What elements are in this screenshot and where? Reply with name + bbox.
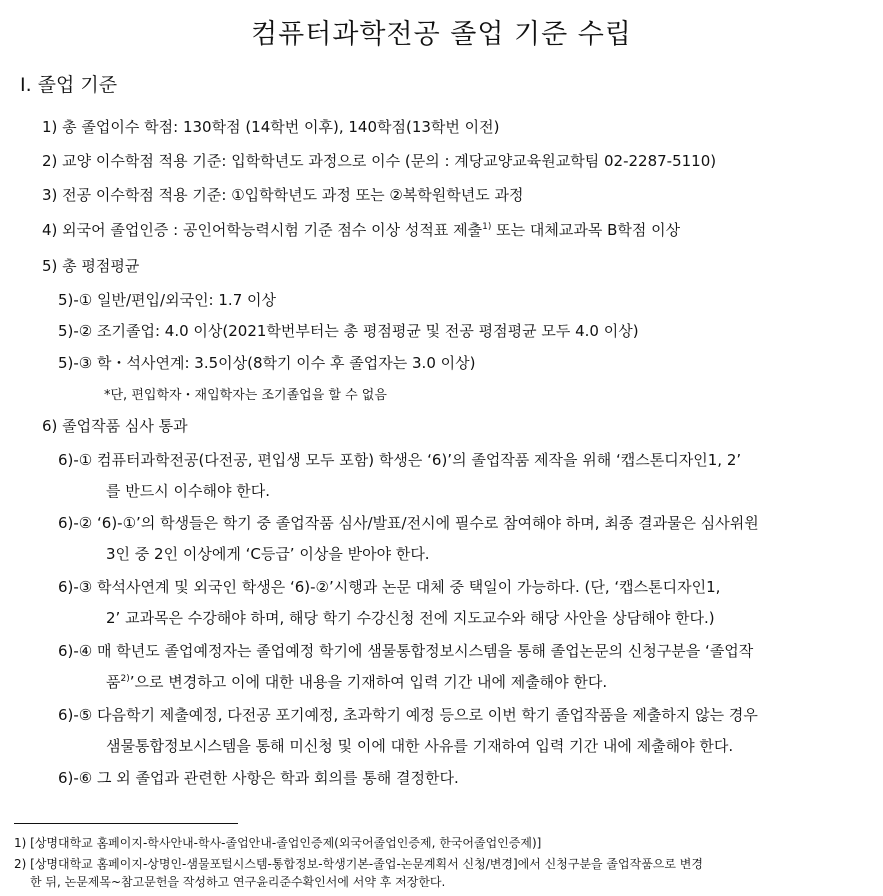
item-6: 6) 졸업작품 심사 통과 [42,417,188,435]
footnote-ref-2: 2) [120,674,130,684]
item-2: 2) 교양 이수학점 적용 기준: 입학학년도 과정으로 이수 (문의 : 계당교양교육원교학팀 02-2287-5110) [42,152,717,170]
item-6-2-line2: 3인 중 2인 이상에게 ‘C등급’ 이상을 받아야 한다. [106,545,430,563]
footnote-2-line2: 한 뒤, 논문제목~참고문헌을 작성하고 연구윤리준수확인서에 서약 후 저장한다. [30,875,446,889]
item-5-note: *단, 편입학자・재입학자는 조기졸업을 할 수 없음 [104,388,387,403]
item-6-3-line1: 6)-③ 학석사연계 및 외국인 학생은 ‘6)-②’시행과 논문 대체 중 택일이 가능하다. (단, ‘캡스톤디자인1, [58,578,721,596]
item-5-3: 5)-③ 학・석사연계: 3.5이상(8학기 이수 후 졸업자는 3.0 이상) [58,354,476,372]
item-6-4-text: 품 [106,673,121,691]
item-6-5-line2: 샘물통합정보시스템을 통해 미신청 및 이에 대한 사유를 기재하여 입력 기간 내에 제출해야 한다. [106,737,734,755]
item-6-4-line1: 6)-④ 매 학년도 졸업예정자는 졸업예정 학기에 샘물통합정보시스템을 통해 졸업논문의 신청구분을 ‘졸업작 [58,642,754,660]
footnote-1: 1) [상명대학교 홈페이지-학사안내-학사-졸업안내-졸업인증제(외국어졸업인증제, 한국어졸업인증제)] [14,836,542,850]
item-1: 1) 총 졸업이수 학점: 130학점 (14학번 이후), 140학점(13학번 이전) [42,118,500,136]
item-5-1: 5)-① 일반/편입/외국인: 1.7 이상 [58,291,276,309]
item-4-text: 4) 외국어 졸업인증 : 공인어학능력시험 기준 점수 이상 성적표 제출 [42,221,483,239]
section-heading: Ⅰ. 졸업 기준 [20,74,118,96]
page-title: 컴퓨터과학전공 졸업 기준 수립 [251,19,632,50]
item-6-1-line2: 를 반드시 이수해야 한다. [106,482,270,500]
item-6-4-text-rest: ’으로 변경하고 이에 대한 내용을 기재하여 입력 기간 내에 제출해야 한다. [129,673,608,691]
footnote-ref-1: 1) [482,222,492,232]
item-6-3-line2: 2’ 교과목은 수강해야 하며, 해당 학기 수강신청 전에 지도교수와 해당 사안을 상담해야 한다.) [106,609,715,627]
item-5: 5) 총 평점평균 [42,257,140,275]
item-6-2-line1: 6)-② ‘6)-①’의 학생들은 학기 중 졸업작품 심사/발표/전시에 필수로 참여해야 하며, 최종 결과물은 심사위원 [58,514,759,532]
item-6-6: 6)-⑥ 그 외 졸업과 관련한 사항은 학과 회의를 통해 결정한다. [58,769,459,787]
item-4 [42,219,680,240]
item-6-4-line2 [106,671,607,692]
item-3: 3) 전공 이수학점 적용 기준: ①입학학년도 과정 또는 ②복학원학년도 과정 [42,186,524,204]
item-4-text-rest: 또는 대체교과목 B학점 이상 [491,221,681,239]
footnote-divider [14,823,238,824]
item-5-2: 5)-② 조기졸업: 4.0 이상(2021학번부터는 총 평점평균 및 전공 평점평균 모두 4.0 이상) [58,322,639,340]
item-6-1-line1: 6)-① 컴퓨터과학전공(다전공, 편입생 모두 포함) 학생은 ‘6)’의 졸업작품 제작을 위해 ‘캡스톤디자인1, 2’ [58,451,742,469]
footnote-2-line1: 2) [상명대학교 홈페이지-상명인-샘물포털시스템-통합정보-학생기본-졸업-논문계획서 신청/변경]에서 신청구분을 졸업작품으로 변경 [14,857,703,871]
item-6-5-line1: 6)-⑤ 다음학기 제출예정, 다전공 포기예정, 초과학기 예정 등으로 이번 학기 졸업작품을 제출하지 않는 경우 [58,706,758,724]
